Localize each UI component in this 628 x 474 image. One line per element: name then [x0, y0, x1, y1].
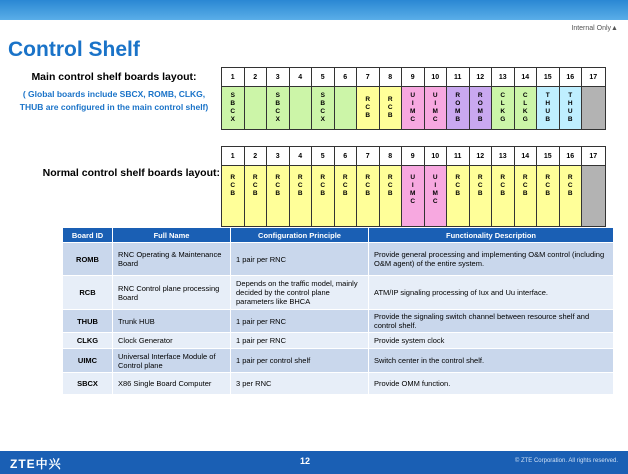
board-slot: U I M C — [425, 166, 448, 226]
slot-number: 10 — [425, 147, 448, 166]
configuration-cell: Depends on the traffic model, mainly decided by the control plane parameters like BHCA — [231, 276, 369, 310]
main-shelf-slots — [222, 87, 605, 129]
board-slot — [245, 87, 268, 129]
configuration-cell: 1 pair per RNC — [231, 310, 369, 333]
slot-number: 3 — [267, 68, 290, 87]
copyright-text: © ZTE Corporation. All rights reserved. — [514, 458, 618, 464]
full-name-cell: RNC Control plane processing Board — [113, 276, 231, 310]
slot-number: 10 — [425, 68, 448, 87]
board-slot: R C B — [357, 87, 380, 129]
slot-number: 6 — [335, 147, 358, 166]
board-slot: R C B — [560, 166, 583, 226]
classification-label: Internal Only▲ — [571, 25, 618, 32]
header-functionality: Functionality Description — [369, 228, 614, 243]
board-slot — [582, 87, 605, 129]
board-slot: R C B — [447, 166, 470, 226]
slot-number: 12 — [470, 68, 493, 87]
board-slot: S B C X — [222, 87, 245, 129]
slot-number: 2 — [245, 147, 268, 166]
board-slot: R C B — [245, 166, 268, 226]
header-configuration: Configuration Principle — [231, 228, 369, 243]
slot-number: 11 — [447, 147, 470, 166]
full-name-cell: RNC Operating & Maintenance Board — [113, 243, 231, 276]
slot-number: 5 — [312, 68, 335, 87]
slot-number: 17 — [582, 68, 605, 87]
table-row — [63, 349, 614, 373]
slot-number: 7 — [357, 147, 380, 166]
top-banner — [0, 0, 628, 20]
board-slot — [290, 87, 313, 129]
slot-number: 16 — [560, 68, 583, 87]
slot-number: 15 — [537, 147, 560, 166]
slot-number: 2 — [245, 68, 268, 87]
normal-shelf-slot-numbers — [222, 147, 605, 166]
board-slot: T H U B — [560, 87, 583, 129]
full-name-cell: Universal Interface Module of Control plane — [113, 349, 231, 373]
board-slot: R C B — [222, 166, 245, 226]
board-slot: R C B — [515, 166, 538, 226]
board-id-cell: CLKG — [63, 333, 113, 349]
board-slot: R C B — [380, 166, 403, 226]
board-slot: S B C X — [312, 87, 335, 129]
table-header-row — [63, 228, 614, 243]
normal-shelf-slots — [222, 166, 605, 226]
board-id-cell: SBCX — [63, 373, 113, 395]
board-slot: C L K G — [492, 87, 515, 129]
slot-number: 12 — [470, 147, 493, 166]
normal-shelf-label: Normal control shelf boards layout: — [42, 167, 220, 179]
slot-number: 8 — [380, 147, 403, 166]
slot-number: 13 — [492, 147, 515, 166]
slot-number: 1 — [222, 147, 245, 166]
header-full-name: Full Name — [113, 228, 231, 243]
slot-number: 9 — [402, 68, 425, 87]
configuration-cell: 1 pair per RNC — [231, 333, 369, 349]
table-row — [63, 333, 614, 349]
slot-number: 1 — [222, 68, 245, 87]
board-slot — [582, 166, 605, 226]
slot-number: 9 — [402, 147, 425, 166]
functionality-cell: ATM/IP signaling processing of Iux and Uu interface. — [369, 276, 614, 310]
slot-number: 5 — [312, 147, 335, 166]
slot-number: 13 — [492, 68, 515, 87]
board-id-cell: UIMC — [63, 349, 113, 373]
normal-shelf-diagram — [221, 146, 606, 227]
board-slot: R C B — [335, 166, 358, 226]
footer-bar — [0, 451, 628, 474]
board-slot: T H U B — [537, 87, 560, 129]
board-slot: R C B — [357, 166, 380, 226]
board-slot: R O M B — [447, 87, 470, 129]
functionality-cell: Provide general processing and implementing O&M control (including O&M agent) of the entire system. — [369, 243, 614, 276]
slot-number: 4 — [290, 147, 313, 166]
main-shelf-diagram — [221, 67, 606, 130]
main-shelf-note: ( Global boards include SBCX, ROMB, CLKG, THUB are configured in the main control shelf) — [19, 89, 209, 112]
table-row — [63, 243, 614, 276]
board-slot: R C B — [290, 166, 313, 226]
functionality-cell: Provide OMM function. — [369, 373, 614, 395]
slot-number: 4 — [290, 68, 313, 87]
full-name-cell: X86 Single Board Computer — [113, 373, 231, 395]
functionality-cell: Provide the signaling switch channel between resource shelf and control shelf. — [369, 310, 614, 333]
board-slot: R C B — [380, 87, 403, 129]
main-shelf-slot-numbers — [222, 68, 605, 87]
functionality-cell: Switch center in the control shelf. — [369, 349, 614, 373]
table-row — [63, 276, 614, 310]
slot-number: 16 — [560, 147, 583, 166]
slot-number: 14 — [515, 147, 538, 166]
page-title: Control Shelf — [8, 38, 140, 61]
board-slot: R C B — [492, 166, 515, 226]
board-slot: R C B — [312, 166, 335, 226]
board-id-cell: ROMB — [63, 243, 113, 276]
configuration-cell: 1 pair per control shelf — [231, 349, 369, 373]
board-id-cell: RCB — [63, 276, 113, 310]
header-board-id: Board ID — [63, 228, 113, 243]
configuration-cell: 3 per RNC — [231, 373, 369, 395]
table-row — [63, 310, 614, 333]
board-slot: U I M C — [402, 87, 425, 129]
slot-number: 15 — [537, 68, 560, 87]
slot-number: 6 — [335, 68, 358, 87]
board-slot: R C B — [470, 166, 493, 226]
board-slot: U I M C — [402, 166, 425, 226]
full-name-cell: Trunk HUB — [113, 310, 231, 333]
zte-logo: ZTE中兴 — [10, 457, 62, 471]
functionality-cell: Provide system clock — [369, 333, 614, 349]
main-shelf-label: Main control shelf boards layout: — [31, 71, 197, 83]
board-slot: S B C X — [267, 87, 290, 129]
slot-number: 11 — [447, 68, 470, 87]
board-slot: R O M B — [470, 87, 493, 129]
page-number: 12 — [300, 456, 311, 466]
full-name-cell: Clock Generator — [113, 333, 231, 349]
board-slot: U I M C — [425, 87, 448, 129]
table-row — [63, 373, 614, 395]
slot-number: 7 — [357, 68, 380, 87]
slot-number: 3 — [267, 147, 290, 166]
board-slot: R C B — [267, 166, 290, 226]
slot-number: 8 — [380, 68, 403, 87]
slot-number: 14 — [515, 68, 538, 87]
board-slot: C L K G — [515, 87, 538, 129]
slot-number: 17 — [582, 147, 605, 166]
board-table — [62, 227, 614, 395]
configuration-cell: 1 pair per RNC — [231, 243, 369, 276]
board-slot — [335, 87, 358, 129]
board-slot: R C B — [537, 166, 560, 226]
board-id-cell: THUB — [63, 310, 113, 333]
